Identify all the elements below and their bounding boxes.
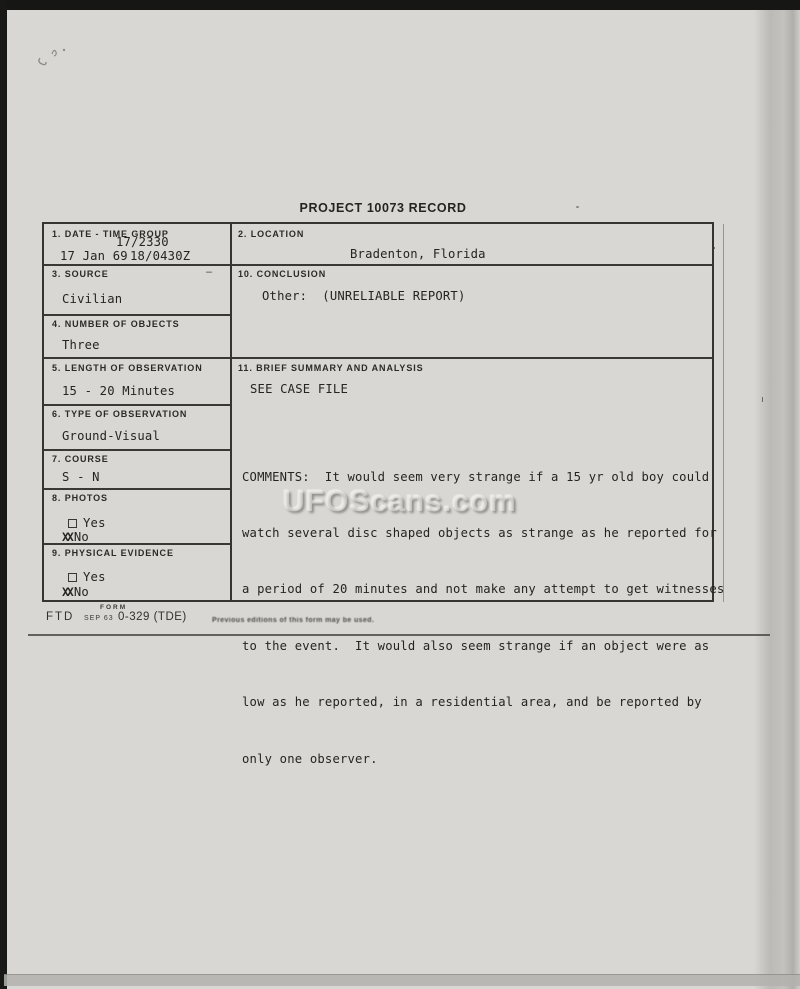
comments-line: watch several disc shaped objects as strange as he reported for — [242, 525, 717, 540]
photos-option-no-checked — [62, 530, 89, 544]
checkbox-unchecked-icon — [68, 573, 77, 582]
field-label-brief-summary: 11. BRIEF SUMMARY AND ANALYSIS — [238, 363, 424, 373]
field-label-course: 7. COURSE — [52, 454, 109, 464]
comments-line: a period of 20 minutes and not make any attempt to get witnesses — [242, 582, 725, 597]
column-divider — [230, 224, 232, 600]
scan-border-left — [0, 0, 7, 989]
scan-speck — [762, 397, 763, 402]
footer-horizontal-rule — [28, 634, 770, 636]
photos-option-yes — [68, 516, 106, 530]
row-divider — [232, 357, 712, 359]
field-value-location: Bradenton, Florida — [350, 247, 486, 261]
field-label-length-of-observation: 5. LENGTH OF OBSERVATION — [52, 363, 203, 373]
field-label-date-time-group: 1. DATE - TIME GROUP — [52, 229, 169, 239]
field-label-location: 2. LOCATION — [238, 229, 305, 239]
field-value-time-zulu: 18/0430Z — [130, 249, 191, 263]
field-value-type-of-observation: Ground-Visual — [62, 429, 160, 443]
field-label-physical-evidence: 9. PHYSICAL EVIDENCE — [52, 548, 174, 558]
row-divider — [44, 404, 230, 406]
physical-evidence-no-label: No — [73, 585, 89, 599]
footer-agency: FTD — [46, 611, 75, 623]
field-value-number-of-objects: Three — [62, 338, 100, 352]
photos-no-label: No — [73, 530, 89, 544]
checkbox-x-mark-icon: XX — [62, 530, 72, 544]
scan-border-top — [0, 0, 800, 10]
field-label-number-of-objects: 4. NUMBER OF OBJECTS — [52, 319, 180, 329]
footer-previous-editions-note: Previous editions of this form may be used. — [212, 617, 375, 624]
physical-evidence-option-yes — [68, 570, 106, 584]
comments-line: COMMENTS: It would seem very strange if a 15 yr old boy could — [242, 469, 710, 484]
field-value-date: 17 Jan 69 — [60, 249, 128, 263]
field-value-source: Civilian — [62, 292, 123, 306]
physical-evidence-yes-label: Yes — [83, 570, 106, 584]
field-label-type-of-observation: 6. TYPE OF OBSERVATION — [52, 409, 188, 419]
footer-form-number: 0-329 (TDE) — [118, 611, 187, 623]
field-label-photos: 8. PHOTOS — [52, 493, 108, 503]
scan-speck — [437, 23, 440, 26]
comments-line: low as he reported, in a residential area, and be reported by — [242, 695, 702, 710]
field-label-source: 3. SOURCE — [52, 269, 109, 279]
field-value-time-local: 17/2330 — [116, 235, 169, 249]
field-value-conclusion: Other: (UNRELIABLE REPORT) — [262, 289, 466, 303]
physical-evidence-option-no-checked — [62, 585, 89, 599]
field-label-conclusion: 10. CONCLUSION — [238, 269, 327, 279]
row-divider — [232, 264, 712, 266]
watermark-text: UFOScans.com — [283, 485, 517, 518]
checkbox-unchecked-icon — [68, 519, 77, 528]
footer-form-date: SEP 63 — [84, 615, 114, 622]
row-divider — [44, 488, 230, 490]
field-value-see-case-file: SEE CASE FILE — [250, 382, 348, 396]
photos-yes-label: Yes — [83, 516, 106, 530]
page-title: PROJECT 10073 RECORD — [299, 201, 467, 215]
row-divider — [44, 449, 230, 451]
scan-dash-artifact: – — [206, 266, 213, 278]
field-value-length-of-observation: 15 - 20 Minutes — [62, 384, 176, 398]
page-edge-shadow-bottom — [4, 974, 800, 986]
row-divider — [44, 314, 230, 316]
footer-form-word: FORM — [100, 604, 128, 611]
field-value-course: S - N — [62, 470, 100, 484]
row-divider — [44, 264, 230, 266]
checkbox-x-mark-icon: XX — [62, 585, 72, 599]
comments-line: only one observer. — [242, 751, 378, 766]
comments-line: to the event. It would also seem strange if an object were as — [242, 638, 710, 653]
pen-scribble-mark — [34, 42, 74, 70]
row-divider — [44, 357, 230, 359]
